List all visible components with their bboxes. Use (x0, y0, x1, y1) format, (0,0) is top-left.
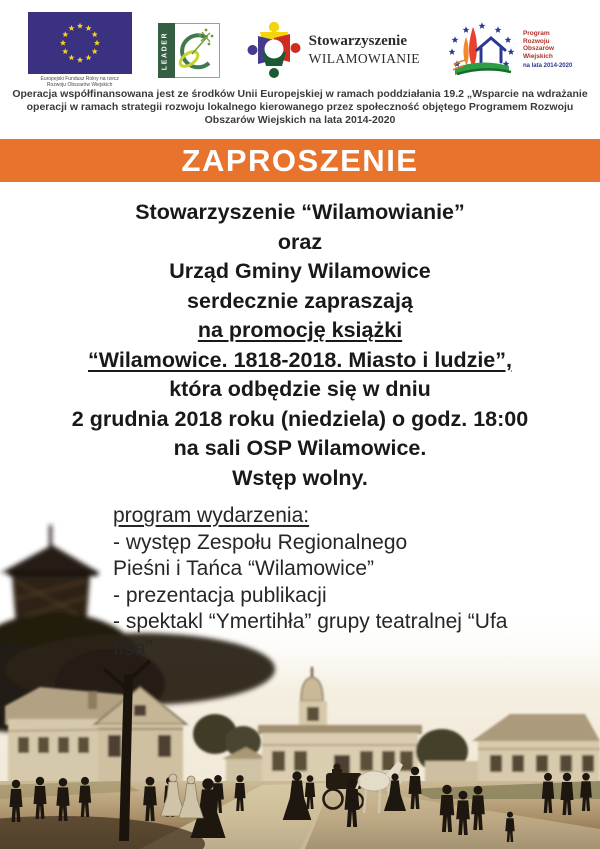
disclaimer-line1: Operacja współfinansowana jest ze środków Unii Europejskiej w ramach poddziałania 19.2 „Wsparcie na wdrażanie (12, 88, 588, 100)
eu-caption-line2: Rozwoju Obszarów Wiejskich (46, 82, 113, 88)
invitation-line: oraz (277, 229, 323, 254)
leader-icon (158, 23, 220, 78)
wilamowianie-name-line1: Stowarzyszenie (308, 33, 407, 49)
prow-icon (446, 21, 518, 79)
funding-disclaimer (2, 88, 598, 127)
disclaimer-line3: Obszarów Wiejskich na lata 2014-2020 (204, 114, 396, 126)
event-date-line: 2 grudnia 2018 roku (niedziela) o godz. 18:00 (71, 406, 529, 431)
eu-flag-logo (28, 12, 132, 88)
program-item: - spektakl “Ymertihła” grupy teatralnej “Ufa (113, 610, 508, 633)
leader-logo (158, 23, 220, 78)
event-program (113, 503, 578, 662)
prow-text-line3: Obszarów (522, 45, 554, 52)
wilamowianie-logo (246, 20, 420, 80)
eu-caption-line1: Europejski Fundusz Rolny na rzecz (40, 76, 119, 82)
program-item: - prezentacja publikacji (113, 583, 327, 607)
poster-title: ZAPROSZENIE (181, 142, 419, 178)
prow-text-line5: na lata 2014-2020 (522, 63, 573, 69)
invitation-line: Urząd Gminy Wilamowice (169, 259, 431, 283)
program-item: - występ Zespołu Regionalnego (113, 530, 408, 554)
book-title-line: “Wilamowice. 1818-2018. Miasto i ludzie”, (88, 347, 512, 372)
wilamowianie-icon (246, 20, 302, 80)
eu-flag-icon (28, 12, 132, 74)
invitation-line: serdecznie zapraszają (187, 288, 413, 313)
free-entry-line: Wstęp wolny. (232, 465, 368, 490)
title-banner (0, 139, 600, 182)
wilamowianie-name-line2: WILAMOWIANIE (308, 51, 420, 66)
program-item: fisa” (113, 636, 153, 660)
invitation-line: która odbędzie się w dniu (169, 377, 431, 401)
prow-text-line1: Program (522, 30, 550, 37)
prow-text-line2: Rozwoju (522, 37, 550, 45)
leader-label: LEADER (161, 31, 169, 70)
program-item: Pieśni i Tańca “Wilamowice” (113, 557, 375, 580)
invitation-line: na promocję książki (197, 318, 403, 342)
prow-logo (446, 21, 572, 79)
disclaimer-line2: operacji w ramach strategii rozwoju lokalnego kierowanego przez społeczność objętego Programem Rozwoju (26, 101, 574, 113)
invitation-text (0, 198, 600, 493)
program-heading: program wydarzenia: (113, 504, 310, 527)
event-place-line: na sali OSP Wilamowice. (173, 436, 427, 460)
invitation-line: Stowarzyszenie “Wilamowianie” (135, 200, 465, 224)
logos-row (0, 12, 600, 88)
prow-text-line4: Wiejskich (522, 52, 553, 60)
